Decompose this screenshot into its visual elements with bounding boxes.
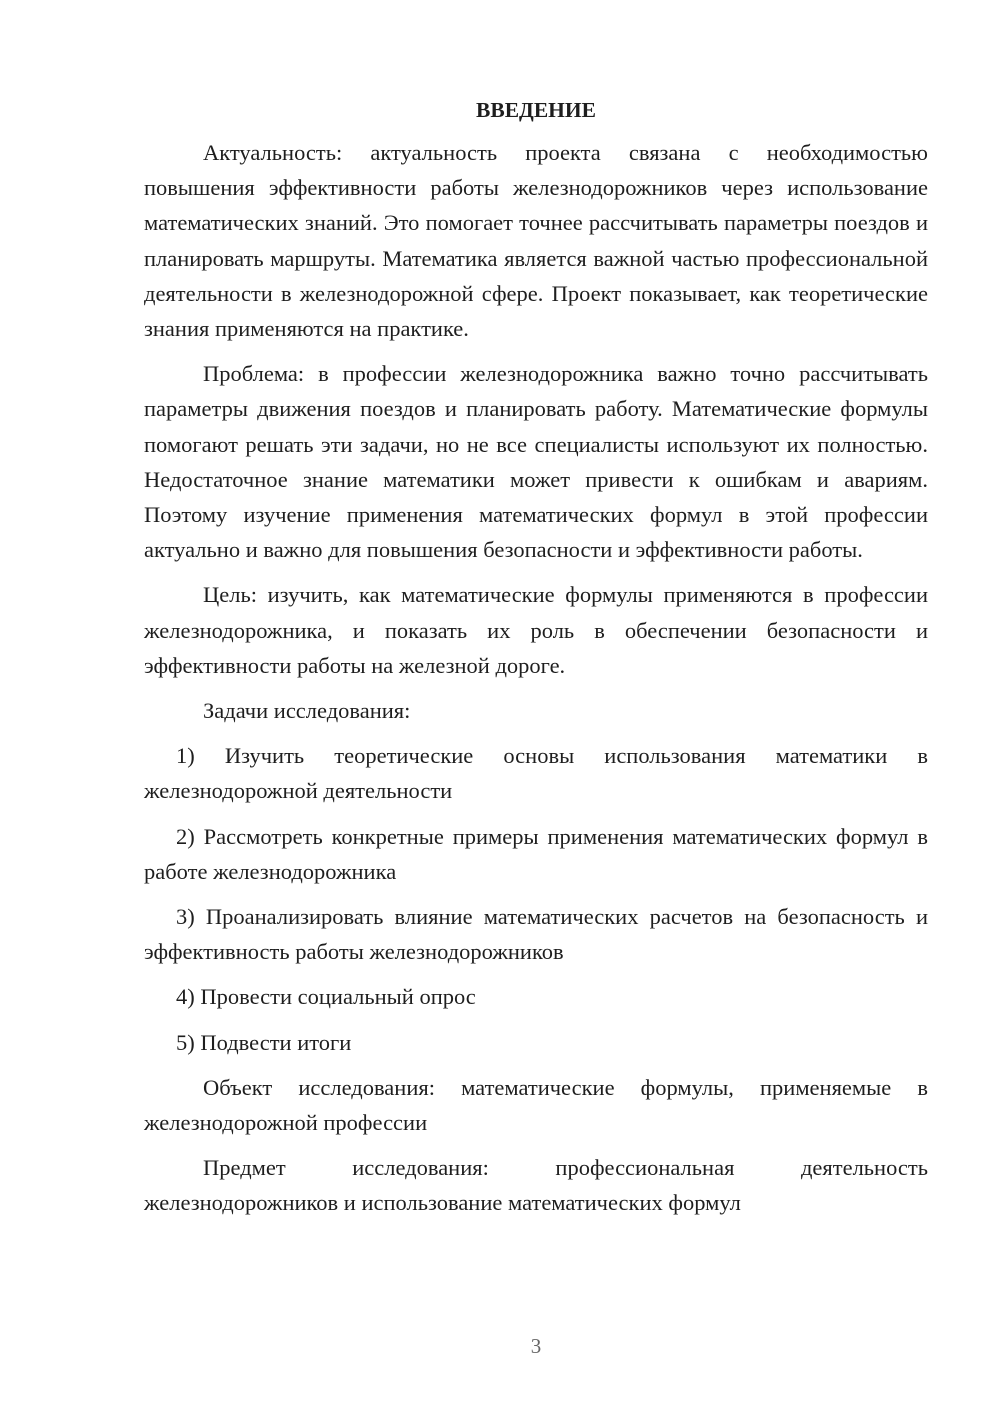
list-item-task-5: 5) Подвести итоги bbox=[176, 1029, 352, 1055]
paragraph-subject: Предмет исследования: профессиональная деятельность железнодорожников и использование математических формул bbox=[144, 1155, 928, 1216]
paragraph-goal: Цель: изучить, как математические формулы применяются в профессии железнодорожника, и показать их роль в обеспечении безопасности и эффективности работы на железной дороге. bbox=[144, 582, 928, 678]
list-item-task-1: 1) Изучить теоретические основы использования математики в железнодорожной деятельности bbox=[144, 743, 928, 804]
paragraph-relevance: Актуальность: актуальность проекта связана с необходимостью повышения эффективности работы железнодорожников через использование математических знаний. Это помогает точнее рассчитывать параметры поездов и планировать маршруты. Математика является важной частью профессиональной деятельности в железнодорожной сфере. Проект показывает, как теоретические знания применяются на практике. bbox=[144, 140, 928, 342]
tasks-heading: Задачи исследования: bbox=[203, 698, 411, 724]
list-item-task-2: 2) Рассмотреть конкретные примеры применения математических формул в работе железнодорожника bbox=[144, 823, 928, 884]
paragraph-problem: Проблема: в профессии железнодорожника важно точно рассчитывать параметры движения поездов и планировать работу. Математические формулы помогают решать эти задачи, но не все специалисты используют их полностью. Недостаточное знание математики может привести к ошибкам и авариям. Поэтому изучение применения математических формул в этой профессии актуально и важно для повышения безопасности и эффективности работы. bbox=[144, 361, 928, 563]
list-item-task-3: 3) Проанализировать влияние математических расчетов на безопасность и эффективность работы железнодорожников bbox=[144, 904, 928, 965]
page-number: 3 bbox=[530, 1334, 542, 1358]
document-page bbox=[144, 96, 928, 1231]
paragraph-object: Объект исследования: математические формулы, применяемые в железнодорожной профессии bbox=[144, 1074, 928, 1136]
section-title: ВВЕДЕНИЕ bbox=[476, 98, 596, 122]
list-item-task-4: 4) Провести социальный опрос bbox=[176, 984, 476, 1010]
